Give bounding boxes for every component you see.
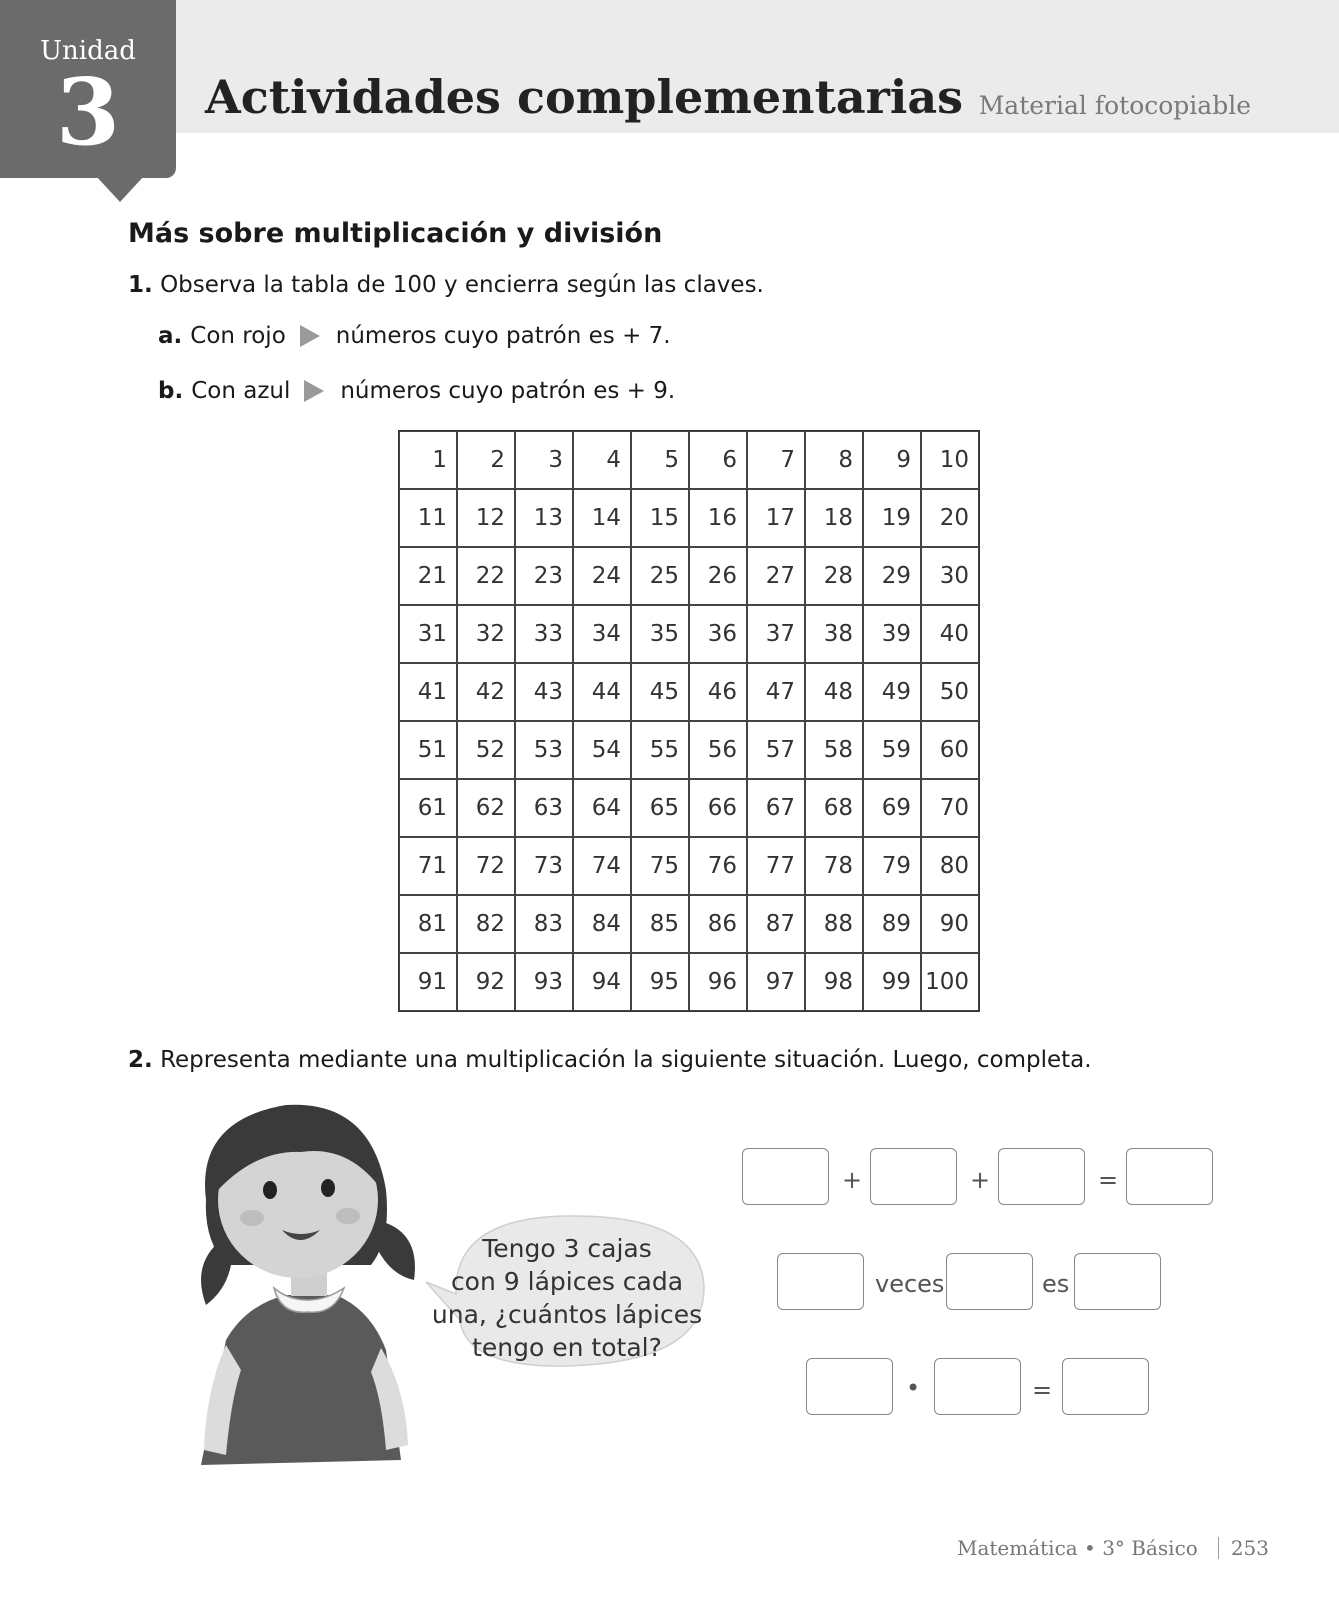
speech-text xyxy=(426,1232,708,1364)
table-cell[interactable]: 33 xyxy=(515,605,573,663)
table-cell[interactable]: 46 xyxy=(689,663,747,721)
answer-box[interactable] xyxy=(1074,1253,1161,1310)
table-cell[interactable]: 85 xyxy=(631,895,689,953)
table-cell[interactable]: 48 xyxy=(805,663,863,721)
table-cell[interactable]: 6 xyxy=(689,431,747,489)
table-cell[interactable]: 57 xyxy=(747,721,805,779)
table-cell[interactable]: 76 xyxy=(689,837,747,895)
table-cell[interactable]: 90 xyxy=(921,895,979,953)
key-b-text: números cuyo patrón es + 9. xyxy=(340,378,676,404)
table-cell[interactable]: 53 xyxy=(515,721,573,779)
plus-sign: + xyxy=(970,1166,991,1194)
table-cell[interactable]: 58 xyxy=(805,721,863,779)
table-cell[interactable]: 96 xyxy=(689,953,747,1011)
equals-sign: = xyxy=(1032,1376,1053,1404)
table-cell[interactable]: 70 xyxy=(921,779,979,837)
table-cell[interactable]: 94 xyxy=(573,953,631,1011)
table-cell[interactable]: 36 xyxy=(689,605,747,663)
footer-divider xyxy=(1218,1537,1219,1559)
table-cell[interactable]: 22 xyxy=(457,547,515,605)
table-cell[interactable]: 98 xyxy=(805,953,863,1011)
key-a-color: Con rojo xyxy=(190,323,286,349)
question-2 xyxy=(128,1047,1092,1073)
table-cell[interactable]: 78 xyxy=(805,837,863,895)
equals-sign: = xyxy=(1098,1166,1119,1194)
table-cell[interactable]: 35 xyxy=(631,605,689,663)
table-cell[interactable]: 89 xyxy=(863,895,921,953)
table-cell[interactable]: 37 xyxy=(747,605,805,663)
table-cell[interactable]: 50 xyxy=(921,663,979,721)
table-cell[interactable]: 55 xyxy=(631,721,689,779)
table-cell[interactable]: 59 xyxy=(863,721,921,779)
table-cell[interactable]: 61 xyxy=(399,779,457,837)
table-cell[interactable]: 62 xyxy=(457,779,515,837)
speech-line: Tengo 3 cajas xyxy=(482,1234,652,1263)
table-cell[interactable]: 74 xyxy=(573,837,631,895)
table-cell[interactable]: 3 xyxy=(515,431,573,489)
table-cell[interactable]: 15 xyxy=(631,489,689,547)
unit-tab-notch xyxy=(96,176,144,202)
table-cell[interactable]: 23 xyxy=(515,547,573,605)
table-cell[interactable]: 63 xyxy=(515,779,573,837)
answer-box[interactable] xyxy=(1126,1148,1213,1205)
word-es: es xyxy=(1042,1270,1070,1298)
table-cell[interactable]: 67 xyxy=(747,779,805,837)
table-cell[interactable]: 18 xyxy=(805,489,863,547)
answer-box[interactable] xyxy=(870,1148,957,1205)
table-cell[interactable]: 66 xyxy=(689,779,747,837)
key-b xyxy=(158,378,675,404)
table-cell[interactable]: 52 xyxy=(457,721,515,779)
table-cell[interactable]: 4 xyxy=(573,431,631,489)
table-cell[interactable]: 25 xyxy=(631,547,689,605)
table-cell[interactable]: 91 xyxy=(399,953,457,1011)
key-a-text: números cuyo patrón es + 7. xyxy=(335,323,671,349)
table-cell[interactable]: 31 xyxy=(399,605,457,663)
table-cell[interactable]: 51 xyxy=(399,721,457,779)
table-cell[interactable]: 73 xyxy=(515,837,573,895)
table-cell[interactable]: 2 xyxy=(457,431,515,489)
footer-subject: Matemática • 3° Básico xyxy=(956,1536,1198,1560)
speech-line: con 9 lápices cada xyxy=(450,1267,684,1296)
speech-line: una, ¿cuántos lápices xyxy=(431,1300,703,1329)
table-cell[interactable]: 29 xyxy=(863,547,921,605)
question-2-number: 2. xyxy=(128,1047,153,1073)
table-cell[interactable]: 39 xyxy=(863,605,921,663)
unit-label: Unidad xyxy=(40,36,136,66)
table-cell[interactable]: 69 xyxy=(863,779,921,837)
table-cell[interactable]: 21 xyxy=(399,547,457,605)
table-cell[interactable]: 71 xyxy=(399,837,457,895)
table-cell[interactable]: 60 xyxy=(921,721,979,779)
table-cell[interactable]: 56 xyxy=(689,721,747,779)
table-cell[interactable]: 7 xyxy=(747,431,805,489)
question-1-text: Observa la tabla de 100 y encierra según las claves. xyxy=(160,272,764,298)
answer-box[interactable] xyxy=(934,1358,1021,1415)
hundred-table xyxy=(398,430,980,1012)
table-cell[interactable]: 64 xyxy=(573,779,631,837)
table-cell[interactable]: 27 xyxy=(747,547,805,605)
answer-box[interactable] xyxy=(946,1253,1033,1310)
table-cell[interactable]: 88 xyxy=(805,895,863,953)
answer-box[interactable] xyxy=(777,1253,864,1310)
table-cell[interactable]: 44 xyxy=(573,663,631,721)
table-cell[interactable]: 13 xyxy=(515,489,573,547)
table-cell[interactable]: 34 xyxy=(573,605,631,663)
triangle-right-icon xyxy=(300,325,320,347)
page-title: Actividades complementarias xyxy=(205,70,964,124)
girl-illustration xyxy=(186,1090,426,1470)
table-cell[interactable]: 40 xyxy=(921,605,979,663)
section-title: Más sobre multiplicación y división xyxy=(128,218,663,249)
table-cell[interactable]: 19 xyxy=(863,489,921,547)
table-cell[interactable]: 81 xyxy=(399,895,457,953)
table-cell[interactable]: 41 xyxy=(399,663,457,721)
table-cell[interactable]: 30 xyxy=(921,547,979,605)
table-cell[interactable]: 26 xyxy=(689,547,747,605)
table-cell[interactable]: 87 xyxy=(747,895,805,953)
table-cell[interactable]: 95 xyxy=(631,953,689,1011)
table-cell[interactable]: 43 xyxy=(515,663,573,721)
table-cell[interactable]: 20 xyxy=(921,489,979,547)
answer-box[interactable] xyxy=(806,1358,893,1415)
word-veces: veces xyxy=(875,1270,945,1298)
table-cell[interactable]: 47 xyxy=(747,663,805,721)
table-cell[interactable]: 75 xyxy=(631,837,689,895)
table-cell[interactable]: 8 xyxy=(805,431,863,489)
table-cell[interactable]: 45 xyxy=(631,663,689,721)
answer-box[interactable] xyxy=(742,1148,829,1205)
table-cell[interactable]: 14 xyxy=(573,489,631,547)
table-cell[interactable]: 16 xyxy=(689,489,747,547)
table-cell[interactable]: 24 xyxy=(573,547,631,605)
table-cell[interactable]: 38 xyxy=(805,605,863,663)
plus-sign: + xyxy=(842,1166,863,1194)
table-cell[interactable]: 83 xyxy=(515,895,573,953)
table-cell[interactable]: 92 xyxy=(457,953,515,1011)
table-cell[interactable]: 12 xyxy=(457,489,515,547)
question-1-number: 1. xyxy=(128,272,153,298)
unit-number: 3 xyxy=(55,58,120,166)
table-cell[interactable]: 42 xyxy=(457,663,515,721)
table-cell[interactable]: 79 xyxy=(863,837,921,895)
table-cell[interactable]: 1 xyxy=(399,431,457,489)
table-cell[interactable]: 11 xyxy=(399,489,457,547)
key-a xyxy=(158,323,671,349)
table-cell[interactable]: 100 xyxy=(921,953,979,1011)
key-b-color: Con azul xyxy=(191,378,291,404)
table-cell[interactable]: 65 xyxy=(631,779,689,837)
question-2-text: Representa mediante una multiplicación la siguiente situación. Luego, completa. xyxy=(160,1047,1092,1073)
table-cell[interactable]: 49 xyxy=(863,663,921,721)
material-note: Material fotocopiable xyxy=(978,91,1251,120)
table-cell[interactable]: 97 xyxy=(747,953,805,1011)
triangle-right-icon xyxy=(304,380,324,402)
table-cell[interactable]: 32 xyxy=(457,605,515,663)
table-cell[interactable]: 10 xyxy=(921,431,979,489)
table-cell[interactable]: 5 xyxy=(631,431,689,489)
key-b-label: b. xyxy=(158,378,184,404)
answer-box[interactable] xyxy=(998,1148,1085,1205)
table-cell[interactable]: 93 xyxy=(515,953,573,1011)
table-cell[interactable]: 82 xyxy=(457,895,515,953)
page-number: 253 xyxy=(1230,1536,1269,1560)
table-cell[interactable]: 54 xyxy=(573,721,631,779)
table-cell[interactable]: 77 xyxy=(747,837,805,895)
page-footer xyxy=(957,1536,1269,1560)
table-cell[interactable]: 72 xyxy=(457,837,515,895)
table-cell[interactable]: 68 xyxy=(805,779,863,837)
table-cell[interactable]: 9 xyxy=(863,431,921,489)
speech-line: tengo en total? xyxy=(472,1333,662,1362)
table-cell[interactable]: 99 xyxy=(863,953,921,1011)
table-cell[interactable]: 17 xyxy=(747,489,805,547)
question-1 xyxy=(128,272,764,298)
answer-box[interactable] xyxy=(1062,1358,1149,1415)
table-cell[interactable]: 28 xyxy=(805,547,863,605)
multiply-dot: • xyxy=(906,1374,921,1402)
table-cell[interactable]: 86 xyxy=(689,895,747,953)
table-cell[interactable]: 80 xyxy=(921,837,979,895)
key-a-label: a. xyxy=(158,323,183,349)
table-cell[interactable]: 84 xyxy=(573,895,631,953)
